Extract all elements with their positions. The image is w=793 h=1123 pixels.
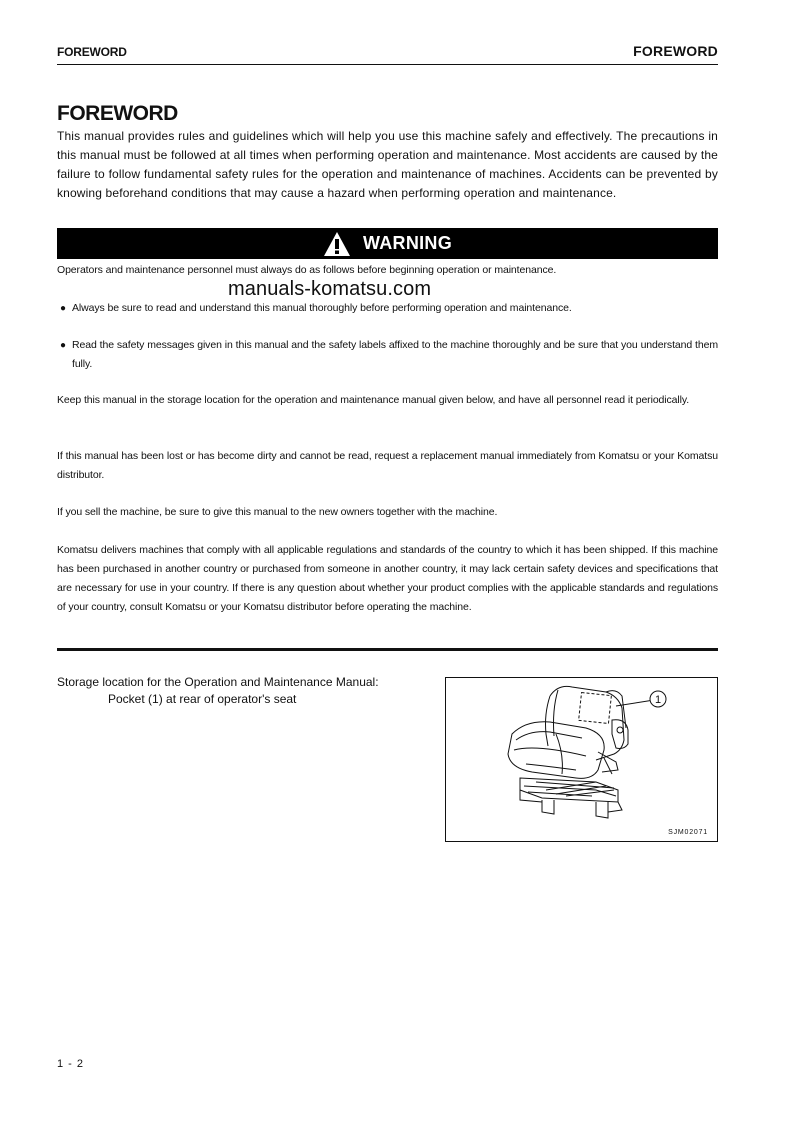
warning-bullet xyxy=(60,336,718,374)
warning-paragraph: If you sell the machine, be sure to give this manual to the new owners together with the machine. xyxy=(57,506,498,518)
bullet-text: Always be sure to read and understand this manual thoroughly before performing operation and maintenance. xyxy=(72,302,572,314)
warning-paragraph: Komatsu delivers machines that comply with all applicable regulations and standards of the country to which it has been shipped. If this machine has been purchased in another country or purchased from someone in another country, it may lack certain safety devices and specifications that are necessary for use in your country. If there is any question about whether your product complies with the applicable standards and regulations of your country, consult Komatsu or your Komatsu distributor before operating the machine. xyxy=(57,544,718,613)
storage-location: Pocket (1) at rear of operator's seat xyxy=(108,692,297,706)
operator-seat-illustration xyxy=(446,678,719,843)
warning-paragraph: If this manual has been lost or has become dirty and cannot be read, request a replacement manual immediately from Komatsu or your Komatsu distributor. xyxy=(57,450,718,481)
warning-paragraph: Keep this manual in the storage location for the operation and maintenance manual given below, and have all personnel read it periodically. xyxy=(57,394,690,406)
warning-triangle-icon xyxy=(323,231,351,257)
header-rule xyxy=(57,64,718,65)
warning-banner xyxy=(57,228,718,259)
page-number: 1 - 2 xyxy=(57,1058,85,1070)
intro-paragraph: This manual provides rules and guidelines which will help you use this machine safely and effectively. The precautions in this manual must be followed at all times when performing operation and maintenance. Most accidents are caused by the failure to follow fundamental safety rules for the operation and maintenance of machines. Accidents can be prevented by knowing beforehand conditions that may cause a hazard when performing operation and maintenance. xyxy=(57,129,718,200)
warning-label: WARNING xyxy=(362,233,453,253)
page-title: FOREWORD xyxy=(57,102,178,125)
bullet-dot: ● xyxy=(60,340,66,351)
warning-bullet xyxy=(60,299,718,318)
bullet-dot: ● xyxy=(60,303,66,314)
callout-number: 1 xyxy=(654,694,662,706)
warning-lead: Operators and maintenance personnel must always do as follows before beginning operation or maintenance. xyxy=(57,264,557,276)
seat-figure xyxy=(445,677,718,842)
header-right-label: FOREWORD xyxy=(633,43,718,59)
warning-end-rule xyxy=(57,648,718,651)
bullet-text: Read the safety messages given in this manual and the safety labels affixed to the machine thoroughly and be sure that you understand them fully. xyxy=(72,339,718,370)
storage-label: Storage location for the Operation and Maintenance Manual: xyxy=(57,675,379,689)
header-left-label: FOREWORD xyxy=(57,45,127,59)
figure-code: SJM02071 xyxy=(668,829,708,836)
watermark-text: manuals-komatsu.com xyxy=(228,278,432,300)
